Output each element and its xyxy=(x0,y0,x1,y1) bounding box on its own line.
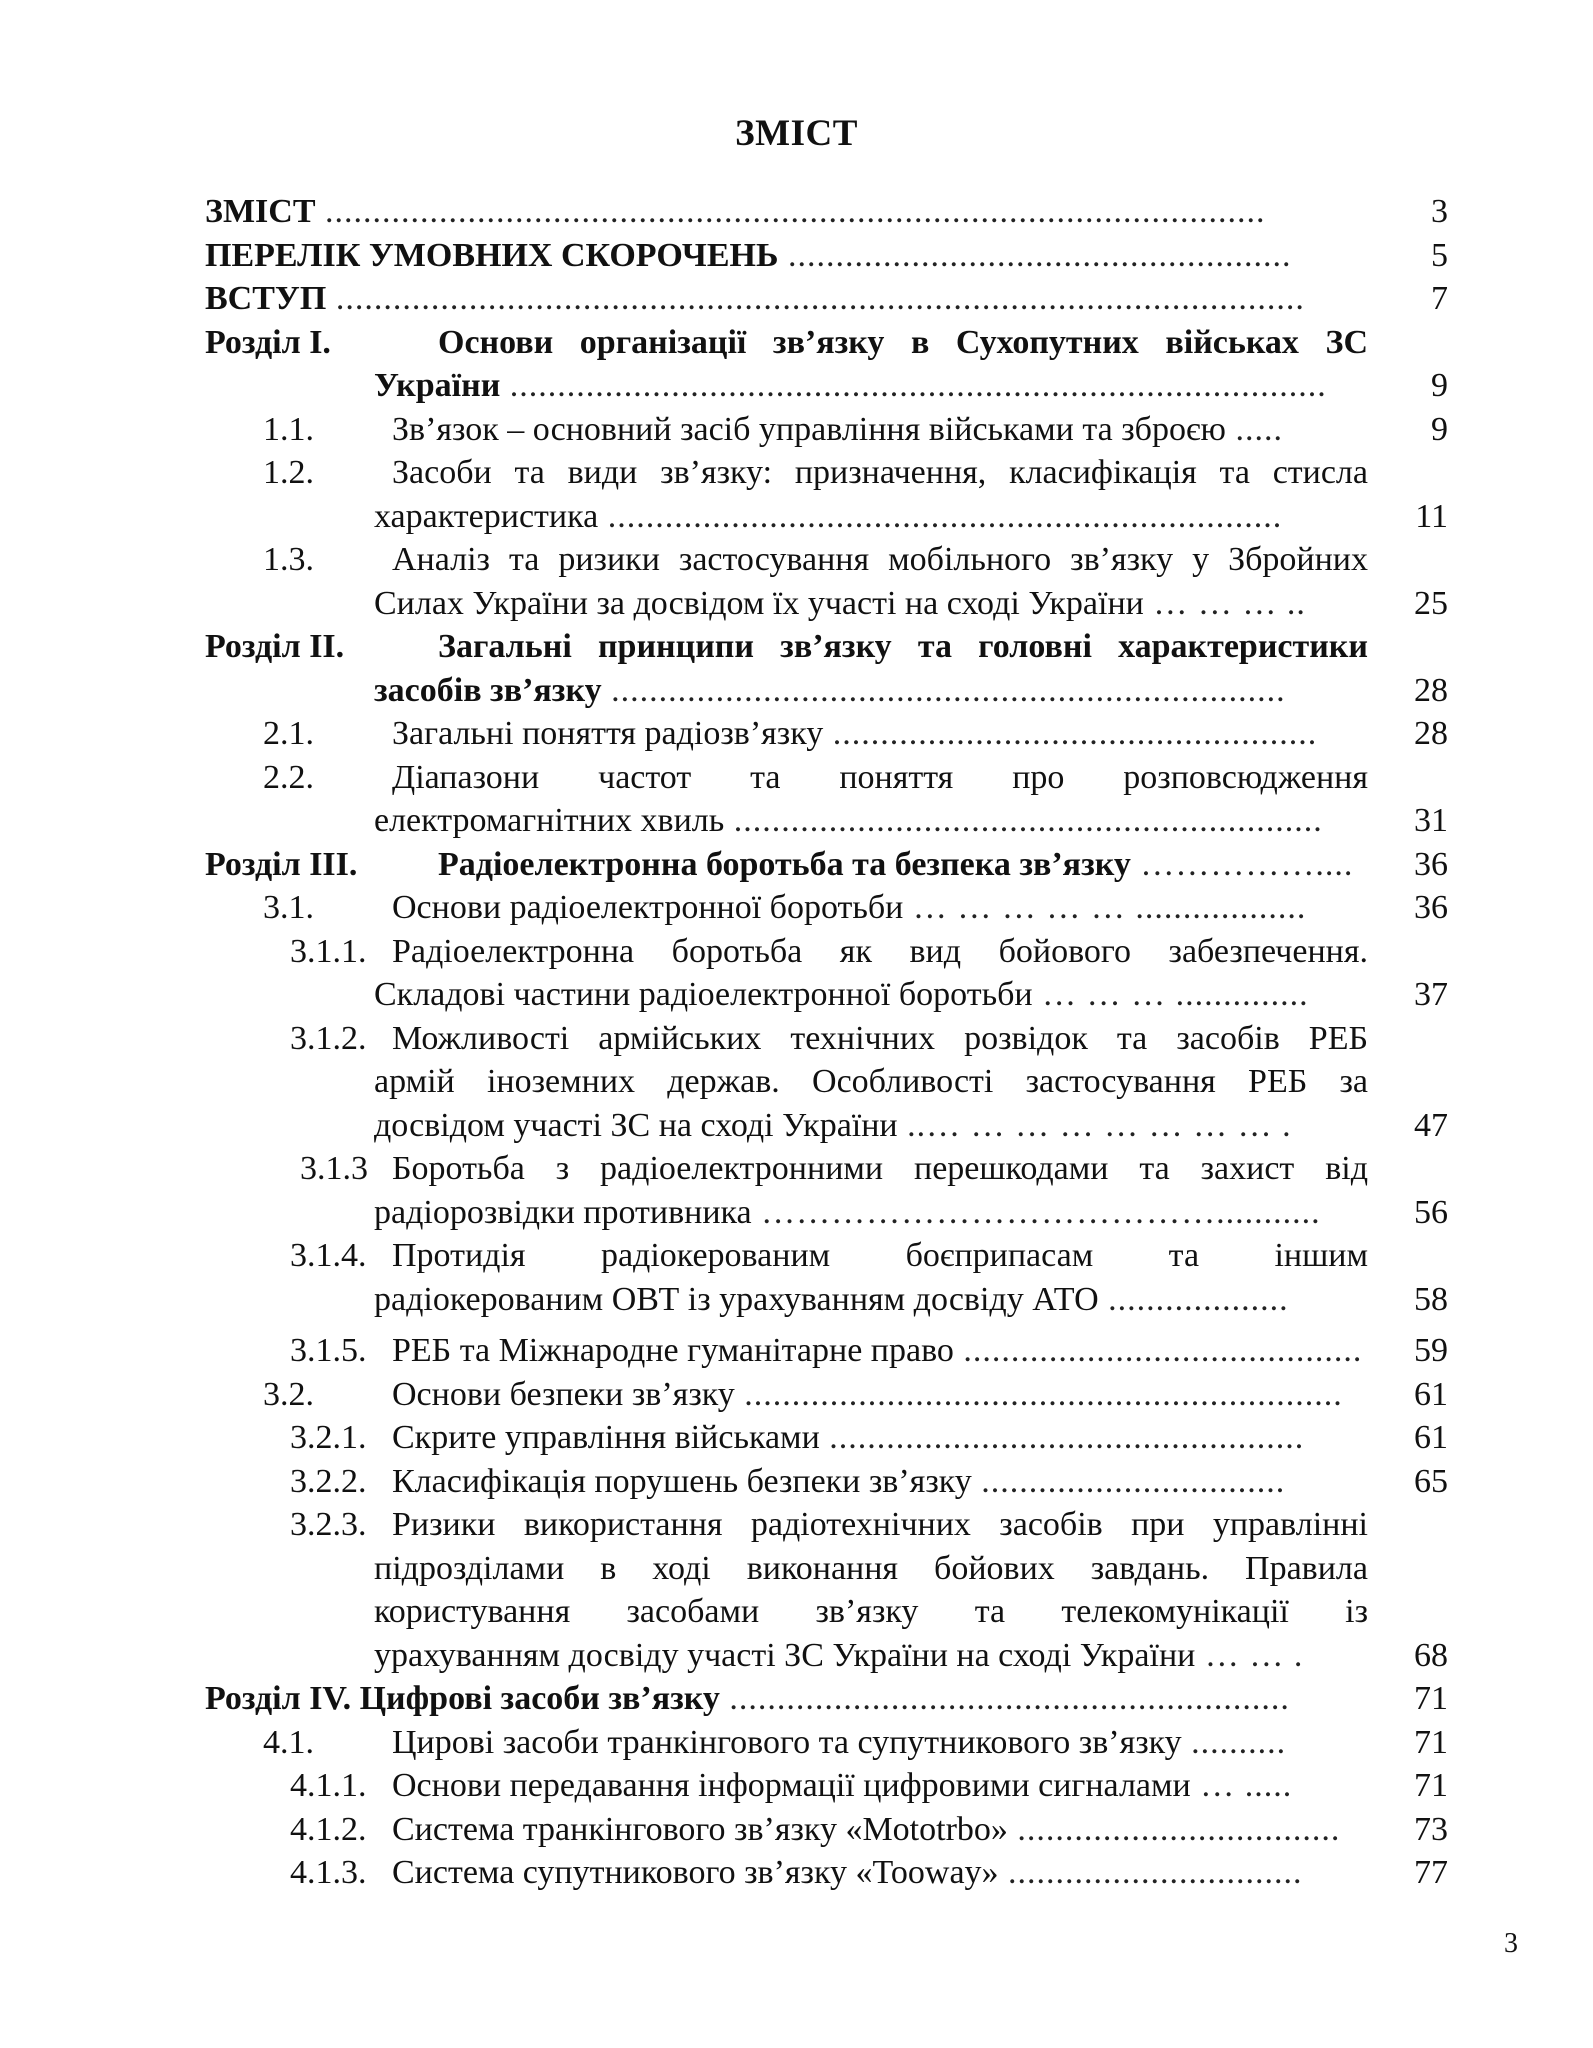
toc-entry-text: Цирові засоби транкінгового та супутникового зв’язку xyxy=(392,1723,1182,1761)
dot-leader: ................................................... xyxy=(823,715,1318,752)
toc-entry-number: 3.1.2. xyxy=(290,1019,367,1057)
toc-entry-number: Розділ І. xyxy=(205,323,331,361)
dot-leader: … … … .. xyxy=(1143,584,1306,622)
toc-entry-text: Радіоелектронна боротьба як вид бойового забезпечення. xyxy=(392,932,1368,970)
dot-leader: ....................................................................... xyxy=(598,497,1283,535)
toc-line xyxy=(0,1590,1593,1634)
toc-entry-title xyxy=(438,321,1368,365)
toc-entry-title xyxy=(392,1373,1368,1417)
toc-entry-text: Силах України за досвідом їх участі на сході України xyxy=(374,584,1144,622)
toc-entry-text: ПЕРЕЛІК УМОВНИХ СКОРОЧЕНЬ xyxy=(205,236,779,274)
toc-line xyxy=(0,1764,1593,1808)
toc-entry-number: 1.1. xyxy=(263,410,314,448)
toc-line xyxy=(0,495,1593,539)
toc-entry-text: Цифрові засоби зв’язку xyxy=(359,1680,720,1717)
dot-leader: ...................................................................................................... xyxy=(326,280,1305,317)
dot-leader: ................................................................................................... xyxy=(315,193,1266,230)
toc-entry-title xyxy=(205,277,1368,321)
toc-entry-number: 4.1.1. xyxy=(290,1767,367,1804)
toc-entry-title xyxy=(438,843,1368,887)
toc-page-number: 28 xyxy=(1414,715,1448,752)
toc-entry-number: Розділ ІІ. xyxy=(205,628,345,665)
toc-line xyxy=(0,973,1593,1017)
toc-entry-text: Ризики використання радіотехнічних засобів при управлінні xyxy=(392,1506,1368,1543)
toc-line xyxy=(0,1017,1593,1061)
dot-leader: ................................ xyxy=(971,1462,1286,1500)
toc-entry-number: Розділ ІІІ. xyxy=(205,845,358,883)
toc-line xyxy=(0,886,1593,930)
toc-entry-number: 3.2.3. xyxy=(290,1506,367,1543)
toc-line xyxy=(0,190,1593,234)
dot-leader: .............................................................. xyxy=(724,802,1323,839)
toc-entry-number: 4.1.2. xyxy=(290,1810,367,1848)
toc-entry-title xyxy=(392,1329,1368,1373)
dot-leader: … … … .............. xyxy=(1032,976,1309,1013)
page-number: 3 xyxy=(1504,1928,1518,1959)
toc-page-number: 58 xyxy=(1414,1280,1448,1318)
toc-page-number: 77 xyxy=(1414,1854,1448,1891)
dot-leader: … … … … … .................. xyxy=(903,889,1307,926)
toc-entry-title xyxy=(392,1416,1368,1460)
toc-line xyxy=(0,712,1593,756)
dot-leader: ........................................................... xyxy=(719,1680,1290,1717)
toc-entry-title xyxy=(205,234,1368,278)
toc-entry-title xyxy=(205,1677,1368,1721)
toc-entry-title xyxy=(374,1590,1368,1634)
toc-page-number: 36 xyxy=(1414,845,1448,883)
toc-entry-number: 3.1.1. xyxy=(290,932,367,970)
toc-entry-title xyxy=(374,1634,1368,1678)
toc-entry-title xyxy=(374,799,1368,843)
toc-entry-text: Боротьба з радіоелектронними перешкодами та захист від xyxy=(392,1150,1368,1187)
toc-line xyxy=(0,1060,1593,1104)
dot-leader: ..................................................... xyxy=(778,236,1292,274)
toc-page-number: 61 xyxy=(1414,1419,1448,1456)
toc-line xyxy=(0,625,1593,669)
toc-entry-title xyxy=(392,756,1368,800)
toc-line xyxy=(0,1147,1593,1191)
toc-line xyxy=(0,277,1593,321)
toc-entry-number: 4.1. xyxy=(263,1723,314,1761)
toc-entry-title xyxy=(392,1147,1368,1191)
toc-entry-title xyxy=(392,408,1368,452)
toc-entry-title xyxy=(392,930,1368,974)
toc-entry-number: 3.2. xyxy=(263,1375,314,1413)
toc-line xyxy=(0,669,1593,713)
toc-entry-text: досвідом участі ЗС на сході України xyxy=(374,1106,898,1144)
toc-entry-text: Основи передавання інформації цифровими сигналами xyxy=(392,1767,1191,1804)
toc-entry-text: електромагнітних хвиль xyxy=(374,802,725,839)
toc-page-number: 31 xyxy=(1414,802,1448,839)
toc-line xyxy=(0,799,1593,843)
toc-entry-text: користування засобами зв’язку та телекомунікації із xyxy=(374,1593,1368,1630)
toc-line xyxy=(0,1634,1593,1678)
dot-leader: …………………………………........... xyxy=(751,1193,1321,1231)
dot-leader: .................................................. xyxy=(819,1419,1305,1456)
toc-page-number: 7 xyxy=(1431,280,1448,317)
dot-leader: ..… … … … … … … … . xyxy=(897,1106,1292,1144)
toc-entry-title xyxy=(392,1017,1368,1061)
dot-leader: .......................................... xyxy=(953,1332,1363,1369)
toc-entry-title xyxy=(392,1851,1368,1895)
dot-leader: .......... xyxy=(1181,1723,1287,1761)
toc-line xyxy=(0,1278,1593,1322)
toc-entry-title xyxy=(374,1104,1368,1148)
toc-line xyxy=(0,451,1593,495)
toc-entry-text: Можливості армійських технічних розвідок та засобів РЕБ xyxy=(392,1019,1368,1057)
toc-page-number: 9 xyxy=(1431,367,1448,404)
toc-entry-text: Засоби та види зв’язку: призначення, класифікація та стисла xyxy=(392,454,1368,491)
toc-entry-text: радіорозвідки противника xyxy=(374,1193,752,1231)
toc-page-number: 36 xyxy=(1414,889,1448,926)
table-of-contents xyxy=(0,190,1593,1895)
toc-entry-text: характеристика xyxy=(374,497,599,535)
toc-entry-text: урахуванням досвіду участі ЗС України на сході України xyxy=(374,1636,1196,1674)
toc-entry-text: армій іноземних держав. Особливості застосування РЕБ за xyxy=(374,1063,1368,1100)
toc-entry-title xyxy=(374,973,1368,1017)
toc-page-number: 71 xyxy=(1414,1723,1448,1761)
dot-leader: ................... xyxy=(1098,1280,1289,1318)
toc-page-number: 56 xyxy=(1414,1193,1448,1231)
toc-page-number: 68 xyxy=(1414,1636,1448,1674)
toc-entry-number: 4.1.3. xyxy=(290,1854,367,1891)
toc-line xyxy=(0,756,1593,800)
toc-entry-number: 3.1.4. xyxy=(290,1237,367,1274)
toc-entry-title xyxy=(392,538,1368,582)
toc-line xyxy=(0,364,1593,408)
toc-line xyxy=(0,843,1593,887)
toc-page-number: 59 xyxy=(1414,1332,1448,1369)
toc-entry-text: Класифікація порушень безпеки зв’язку xyxy=(392,1462,972,1500)
toc-entry-title xyxy=(392,886,1368,930)
toc-line xyxy=(0,1851,1593,1895)
toc-entry-number: 2.2. xyxy=(263,758,314,796)
toc-entry-title xyxy=(374,1547,1368,1591)
dot-leader: … … . xyxy=(1195,1636,1304,1674)
toc-entry-title xyxy=(392,451,1368,495)
toc-page-number: 9 xyxy=(1431,410,1448,448)
toc-entry-text: засобів зв’язку xyxy=(374,671,602,709)
dot-leader: ....................................................................... xyxy=(601,671,1286,709)
dot-leader: ...................................................................................... xyxy=(500,367,1327,404)
toc-page-number: 61 xyxy=(1414,1375,1448,1413)
toc-page-number: 3 xyxy=(1431,193,1448,230)
toc-line xyxy=(0,1677,1593,1721)
toc-line xyxy=(0,1416,1593,1460)
page-title: ЗМІСТ xyxy=(735,113,858,154)
toc-page-number: 25 xyxy=(1414,584,1448,622)
toc-entry-title xyxy=(374,582,1368,626)
toc-line xyxy=(0,234,1593,278)
toc-line xyxy=(0,1808,1593,1852)
toc-line xyxy=(0,930,1593,974)
toc-entry-number: 3.1. xyxy=(263,889,314,926)
toc-entry-text: України xyxy=(374,367,501,404)
toc-entry-title xyxy=(392,1460,1368,1504)
toc-line xyxy=(0,408,1593,452)
dot-leader: …………….... xyxy=(1130,845,1354,883)
toc-entry-title xyxy=(438,625,1368,669)
toc-entry-number: 3.1.5. xyxy=(290,1332,367,1369)
toc-page-number: 71 xyxy=(1414,1680,1448,1717)
toc-entry-text: Протидія радіокерованим боєприпасам та іншим xyxy=(392,1237,1368,1274)
toc-page-number: 73 xyxy=(1414,1810,1448,1848)
toc-entry-text: Система супутникового зв’язку «Tooway» xyxy=(392,1854,999,1891)
toc-line xyxy=(0,1104,1593,1148)
toc-entry-text: РЕБ та Міжнародне гуманітарне право xyxy=(392,1332,954,1369)
toc-line xyxy=(0,1234,1593,1278)
toc-entry-text: Основи організації зв’язку в Сухопутних військах ЗС xyxy=(438,323,1368,361)
dot-leader: ............................................................... xyxy=(734,1375,1343,1413)
toc-entry-text: Загальні принципи зв’язку та головні характеристики xyxy=(438,628,1368,665)
toc-entry-text: Скрите управління військами xyxy=(392,1419,820,1456)
toc-entry-text: Основи радіоелектронної боротьби xyxy=(392,889,904,926)
toc-entry-number: 1.3. xyxy=(263,541,314,578)
dot-leader: .................................. xyxy=(1007,1810,1341,1848)
toc-line xyxy=(0,1329,1593,1373)
toc-entry-number: 3.2.1. xyxy=(290,1419,367,1456)
toc-line xyxy=(0,538,1593,582)
toc-entry-title xyxy=(392,1764,1368,1808)
toc-entry-number: 3.2.2. xyxy=(290,1462,367,1500)
toc-line xyxy=(0,582,1593,626)
toc-entry-title xyxy=(374,1278,1368,1322)
toc-page-number: 11 xyxy=(1415,497,1448,535)
toc-entry-text: підрозділами в ході виконання бойових завдань. Правила xyxy=(374,1549,1368,1587)
toc-entry-number: Розділ IV. xyxy=(205,1680,352,1717)
toc-page-number: 65 xyxy=(1414,1462,1448,1500)
dot-leader: ............................... xyxy=(998,1854,1303,1891)
toc-entry-title xyxy=(392,1503,1368,1547)
toc-entry-number: 2.1. xyxy=(263,715,314,752)
toc-entry-title xyxy=(374,364,1368,408)
toc-entry-text: Складові частини радіоелектронної боротьби xyxy=(374,976,1033,1013)
toc-entry-text: ВСТУП xyxy=(205,280,327,317)
toc-line xyxy=(0,1460,1593,1504)
toc-line xyxy=(0,1503,1593,1547)
toc-entry-title xyxy=(374,495,1368,539)
toc-entry-text: Радіоелектронна боротьба та безпека зв’язку xyxy=(438,845,1131,883)
toc-entry-text: радіокерованим ОВТ із урахуванням досвіду АТО xyxy=(374,1280,1099,1318)
toc-entry-title xyxy=(392,712,1368,756)
toc-entry-text: Система транкінгового зв’язку «Mototrbo» xyxy=(392,1810,1008,1848)
toc-line xyxy=(0,1373,1593,1417)
toc-entry-title xyxy=(392,1721,1368,1765)
toc-page-number: 47 xyxy=(1414,1106,1448,1144)
toc-entry-title xyxy=(374,669,1368,713)
toc-entry-number: 3.1.3 xyxy=(300,1150,368,1187)
toc-page-number: 28 xyxy=(1414,671,1448,709)
toc-entry-text: Загальні поняття радіозв’язку xyxy=(392,715,824,752)
toc-line xyxy=(0,1721,1593,1765)
toc-entry-text: Зв’язок – основний засіб управління військами та зброєю xyxy=(392,410,1226,448)
toc-line xyxy=(0,321,1593,365)
toc-entry-title xyxy=(392,1234,1368,1278)
toc-entry-text: ЗМІСТ xyxy=(205,193,316,230)
toc-entry-number: 1.2. xyxy=(263,454,314,491)
toc-page-number: 71 xyxy=(1414,1767,1448,1804)
toc-entry-text: Діапазони частот та поняття про розповсюдження xyxy=(392,758,1368,796)
toc-line xyxy=(0,1547,1593,1591)
toc-entry-title xyxy=(374,1191,1368,1235)
dot-leader: … ..... xyxy=(1190,1767,1293,1804)
toc-page-number: 37 xyxy=(1414,976,1448,1013)
toc-entry-text: Основи безпеки зв’язку xyxy=(392,1375,735,1413)
toc-entry-title xyxy=(392,1808,1368,1852)
toc-entry-title xyxy=(205,190,1368,234)
toc-entry-title xyxy=(374,1060,1368,1104)
toc-line xyxy=(0,1191,1593,1235)
toc-page-number: 5 xyxy=(1431,236,1448,274)
dot-leader: ..... xyxy=(1225,410,1283,448)
toc-entry-text: Аналіз та ризики застосування мобільного зв’язку у Збройних xyxy=(392,541,1368,578)
